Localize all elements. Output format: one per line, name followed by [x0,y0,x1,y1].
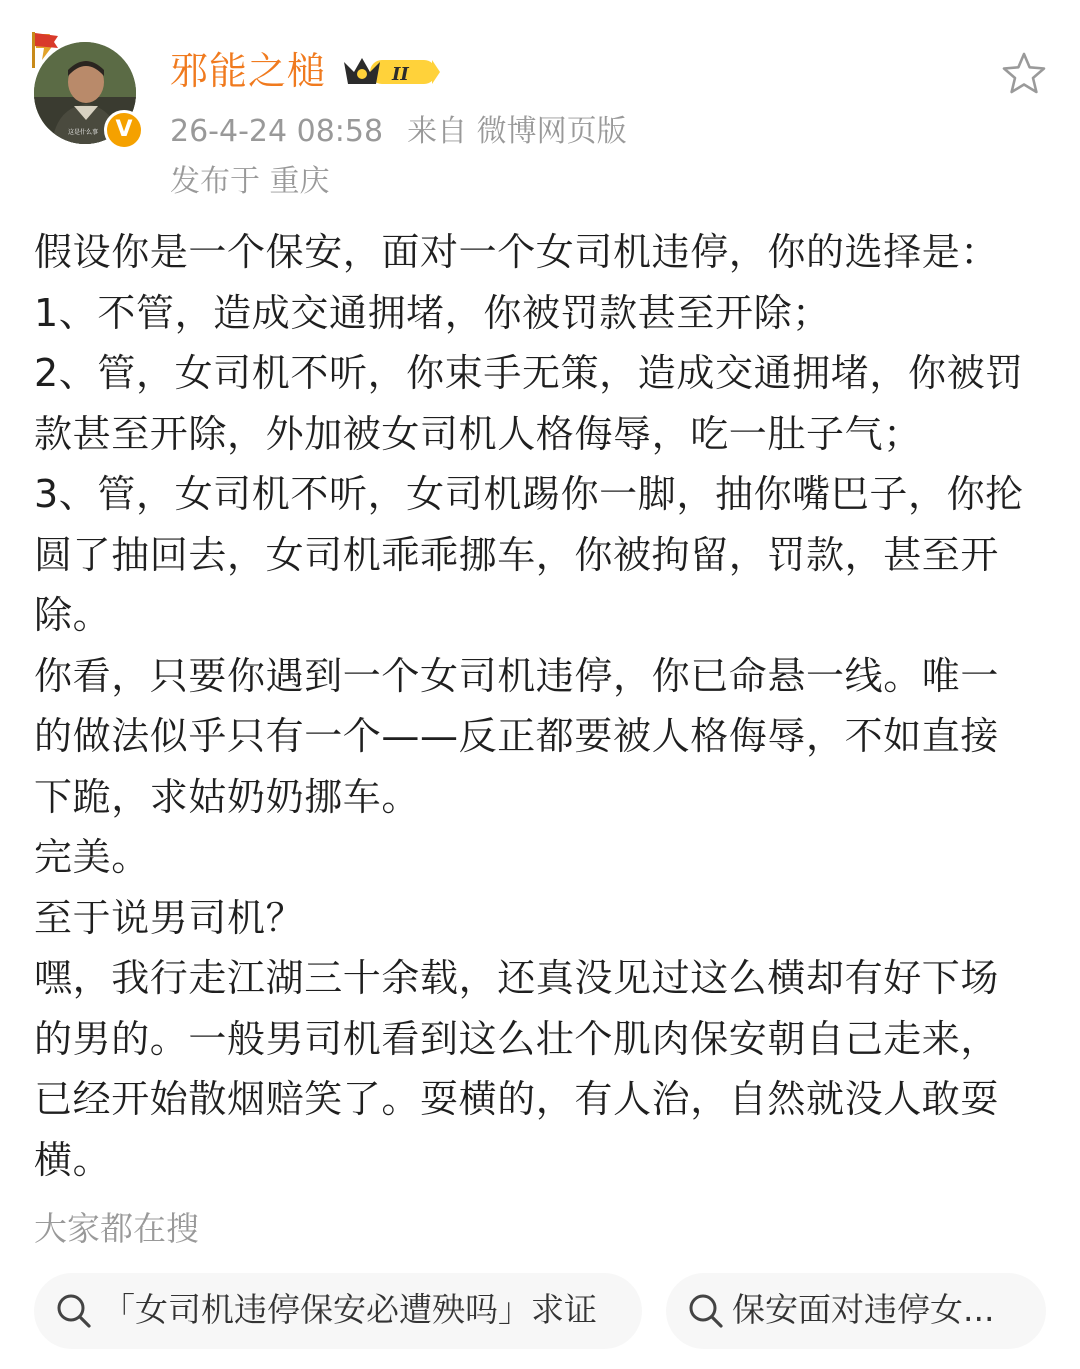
trending-title: 大家都在搜 [34,1209,199,1248]
post-paragraph: 至于说男司机？ [34,895,305,940]
post-paragraph: 你看，只要你遇到一个女司机违停，你已命悬一线。唯一的做法似乎只有一个——反正都要被人格侮辱，不如直接下跪，求姑奶奶挪车。 [34,653,1000,819]
trending-search-chip[interactable] [666,1273,1046,1349]
post-paragraph: 2、管，女司机不听，你束手无策，造成交通拥堵，你被罚款甚至开除，外加被女司机人格侮辱，吃一肚子气； [34,351,1024,456]
username[interactable]: 邪能之槌 [170,49,327,93]
post-location: 发布于 重庆 [170,164,330,199]
avatar-container[interactable] [28,30,144,146]
post-paragraph: 假设你是一个保安，面对一个女司机违停，你的选择是： [34,230,1000,274]
post-paragraph: 3、管，女司机不听，女司机踢你一脚，抽你嘴巴子，你抡圆了抽回去，女司机乖乖挪车，你被拘留，罚款，甚至开除。 [34,472,1024,637]
trending-search-label: 「女司机违停保安必遭殃吗」求证 [102,1290,597,1329]
post-header [0,0,1080,205]
post-meta-line [170,112,627,152]
avatar-caption: 这是什么事 [68,129,99,136]
vip-level-label: II [392,64,409,85]
crown-vip-icon[interactable] [340,52,442,92]
post-paragraph: 完美。 [34,835,150,879]
post-time: 26-4-24 08:58 [170,114,384,149]
avatar-decoration-icon [28,30,62,70]
post-source: 来自 微博网页版 [407,114,627,149]
star-outline-icon[interactable] [1000,50,1048,98]
verified-badge-icon: V [104,110,144,150]
trending-search-chip[interactable] [34,1273,642,1349]
post-paragraph: 1、不管，造成交通拥堵，你被罚款甚至开除； [34,290,831,335]
post-content [34,222,1034,1190]
search-icon [688,1293,724,1329]
search-icon [56,1293,92,1329]
post-paragraph: 嘿，我行走江湖三十余载，还真没见过这么横却有好下场的男的。一般男司机看到这么壮个肌肉保安朝自己走来，已经开始散烟赔笑了。耍横的，有人治，自然就没人敢耍横。 [34,956,1000,1182]
trending-search-label: 保安面对违停女... [732,1290,995,1329]
